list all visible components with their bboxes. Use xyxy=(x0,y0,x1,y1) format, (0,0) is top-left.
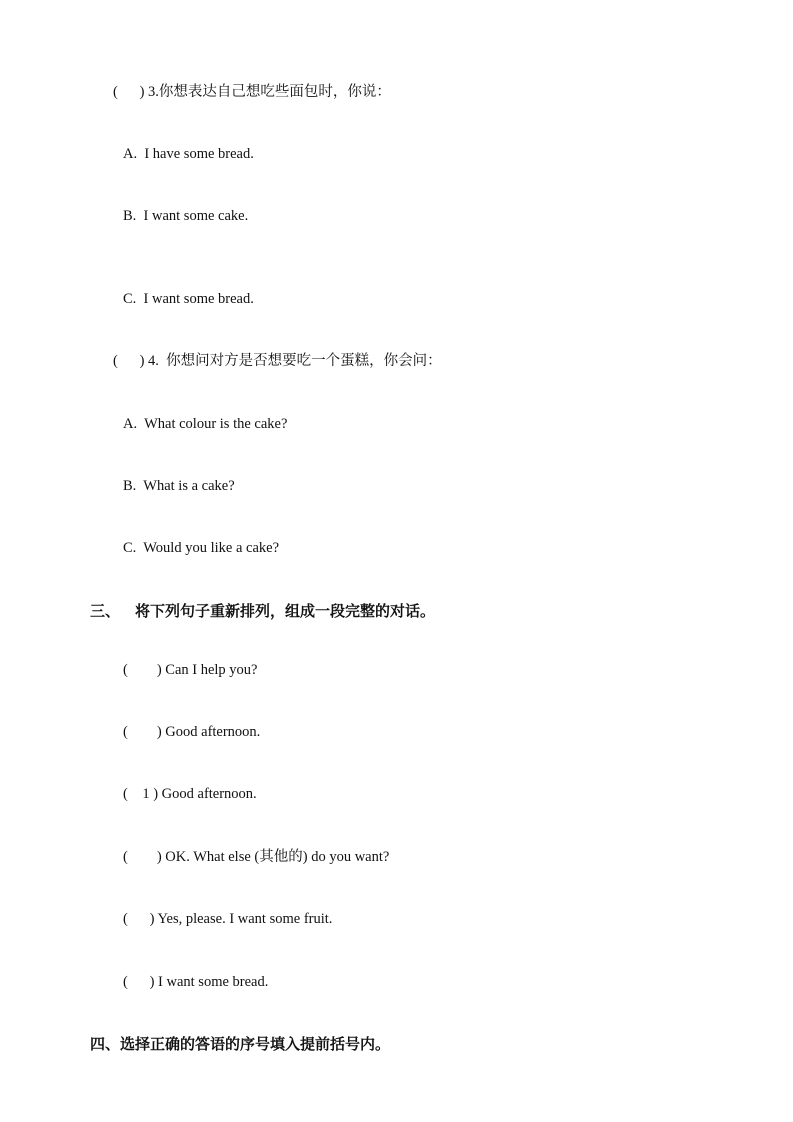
section-3-heading: 三、 将下列句子重新排列，组成一段完整的对话。 xyxy=(90,604,436,620)
question-3-stem: ( ) 3.你想表达自己想吃些面包时，你说： xyxy=(113,84,391,100)
dialogue-item-5: ( ) Yes, please. I want some fruit. xyxy=(123,911,333,927)
dialogue-item-2: ( ) Good afternoon. xyxy=(123,724,261,740)
question-3-option-c: C. I want some bread. xyxy=(123,291,254,307)
question-4-stem: ( ) 4. 你想问对方是否想要吃一个蛋糕，你会问： xyxy=(113,353,442,369)
dialogue-item-4: ( ) OK. What else (其他的) do you want? xyxy=(123,849,390,865)
question-3-option-b: B. I want some cake. xyxy=(123,208,249,224)
dialogue-item-3: ( 1 ) Good afternoon. xyxy=(123,786,257,802)
question-4-option-a: A. What colour is the cake? xyxy=(123,416,288,432)
section-4-heading: 四、选择正确的答语的序号填入提前括号内。 xyxy=(90,1037,391,1053)
question-3-option-a: A. I have some bread. xyxy=(123,146,254,162)
question-4-option-b: B. What is a cake? xyxy=(123,478,235,494)
dialogue-item-6: ( ) I want some bread. xyxy=(123,974,269,990)
question-4-option-c: C. Would you like a cake? xyxy=(123,540,280,556)
dialogue-item-1: ( ) Can I help you? xyxy=(123,662,258,678)
